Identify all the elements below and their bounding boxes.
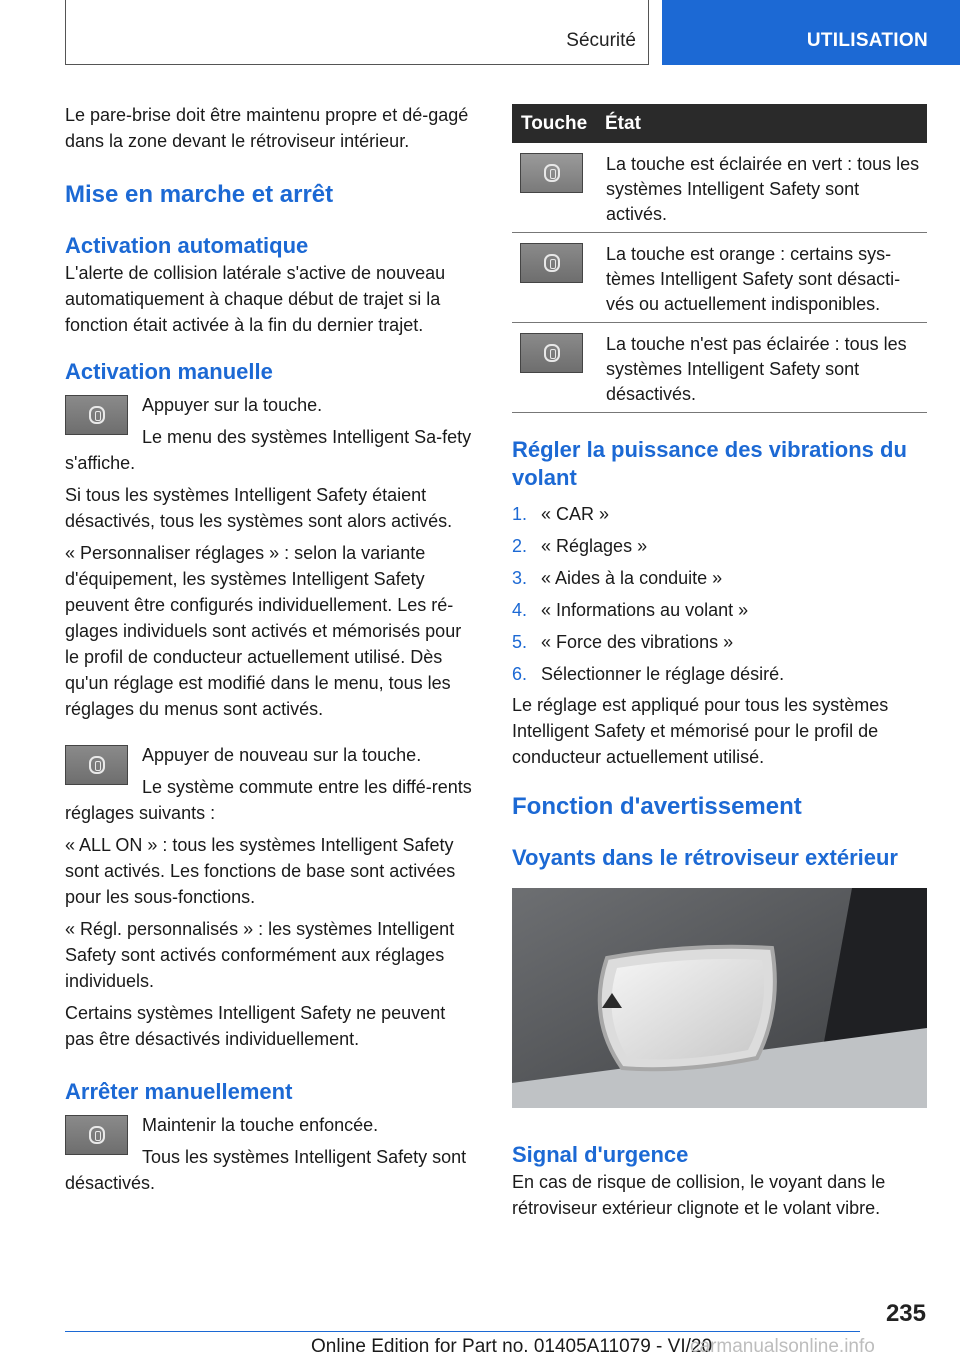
watermark: carmanualsonline.info: [690, 1336, 875, 1357]
all-on-text: « ALL ON » : tous les systèmes Intelligent Safety sont activés. Les fonctions de base sont activées pour les sous-fonctions.: [65, 835, 456, 907]
right-column: [512, 412, 927, 1227]
table-cell-state: La touche est éclairée en vert : tous les systèmes Intelligent Safety sont activés.: [606, 154, 920, 224]
heading-mirror-lights: Voyants dans le rétroviseur extérieur: [512, 845, 898, 870]
edition-text: Online Edition for Part no. 01405A11079 - VI/20: [311, 1336, 713, 1357]
heading-emergency-signal: Signal d'urgence: [512, 1142, 689, 1167]
key-off-icon: [520, 333, 583, 373]
section-title: Sécurité: [566, 30, 636, 51]
heading-on-off: Mise en marche et arrêt: [65, 181, 334, 208]
list-item: 1. « CAR »: [512, 504, 610, 524]
list-item: 6. Sélectionner le réglage désiré.: [512, 664, 785, 684]
table-cell-state: La touche n'est pas éclairée : tous les systèmes Intelligent Safety sont désactivés.: [606, 334, 907, 404]
heading-auto-activation: Activation automatique: [65, 233, 309, 258]
heading-manual-activation: Activation manuelle: [65, 359, 273, 384]
heading-warning-function: Fonction d'avertissement: [512, 793, 802, 820]
col-header-state: État: [605, 113, 641, 134]
chapter-title: UTILISATION: [806, 30, 928, 51]
hold-key-text: Maintenir la touche enfoncée.: [142, 1115, 379, 1135]
list-item: 5. « Force des vibrations »: [512, 632, 734, 652]
emergency-signal-text: En cas de risque de collision, le voyant dans le rétroviseur extérieur clignote et le volant vibre.: [512, 1172, 886, 1218]
intro-text: Le pare-brise doit être maintenu propre et dé-gagé dans la zone devant le rétroviseur intérieur.: [65, 105, 469, 151]
press-key-text: Appuyer sur la touche.: [142, 395, 323, 415]
intelligent-safety-key-icon: [65, 745, 128, 785]
intelligent-safety-key-icon: [65, 1115, 128, 1155]
auto-activation-text: L'alerte de collision latérale s'active de nouveau automatiquement à chaque début de trajet si la fonction était activée à la fin du dernier trajet.: [65, 263, 446, 335]
table-row: [512, 143, 927, 233]
switches-text: Le système commute entre les diffé-rents réglages suivants :: [65, 777, 472, 823]
key-state-table: [512, 104, 927, 413]
steps-list: [512, 498, 927, 690]
list-item: 4. « Informations au volant »: [512, 600, 749, 620]
list-item: 3. « Aides à la conduite »: [512, 568, 723, 588]
left-column: [65, 102, 478, 1202]
intelligent-safety-key-icon: [65, 395, 128, 435]
key-green-icon: [520, 153, 583, 193]
menu-shown-text: Le menu des systèmes Intelligent Sa-fety s'affiche.: [65, 427, 472, 473]
all-deactivated-text: Tous les systèmes Intelligent Safety sont désactivés.: [65, 1147, 467, 1193]
list-item: 2. « Réglages »: [512, 536, 648, 556]
personal-settings-text: « Régl. personnalisés » : les systèmes Intelligent Safety sont activés conformément aux réglages individuels.: [65, 919, 455, 991]
header-chapter-tab: [662, 0, 960, 65]
side-mirror-image: [512, 888, 927, 1108]
col-header-key: Touche: [521, 113, 588, 134]
table-header: [512, 104, 927, 143]
table-row: [512, 233, 927, 323]
press-again-text: Appuyer de nouveau sur la touche.: [142, 745, 422, 765]
personalize-text: « Personnaliser réglages » : selon la variante d'équipement, les systèmes Intelligent Safety peuvent être configurés individuellement. Les ré-glages individuels sont activés et mémorisés pour le profil de conducteur actuellement utilisé. Dès qu'un réglage est modifié dans le menu, tous les réglages du menus sont activés.: [65, 543, 462, 719]
header-section-box: [65, 0, 649, 65]
key-orange-icon: [520, 243, 583, 283]
table-cell-state: La touche est orange : certains sys-tèmes Intelligent Safety sont désacti-vés ou actuellement indisponibles.: [606, 244, 901, 314]
page-number: 235: [885, 1300, 926, 1327]
heading-manual-off: Arrêter manuellement: [65, 1079, 293, 1104]
all-off-text: Si tous les systèmes Intelligent Safety étaient désactivés, tous les systèmes sont alors activés.: [65, 485, 453, 531]
footer-divider: [65, 1331, 860, 1332]
applied-text: Le réglage est appliqué pour tous les systèmes Intelligent Safety et mémorisé pour le profil de conducteur actuellement utilisé.: [512, 695, 889, 767]
table-row: [512, 323, 927, 413]
heading-vibration: Régler la puissance des vibrations du volant: [512, 437, 907, 490]
some-systems-text: Certains systèmes Intelligent Safety ne peuvent pas être désactivés individuellement.: [65, 1003, 446, 1049]
